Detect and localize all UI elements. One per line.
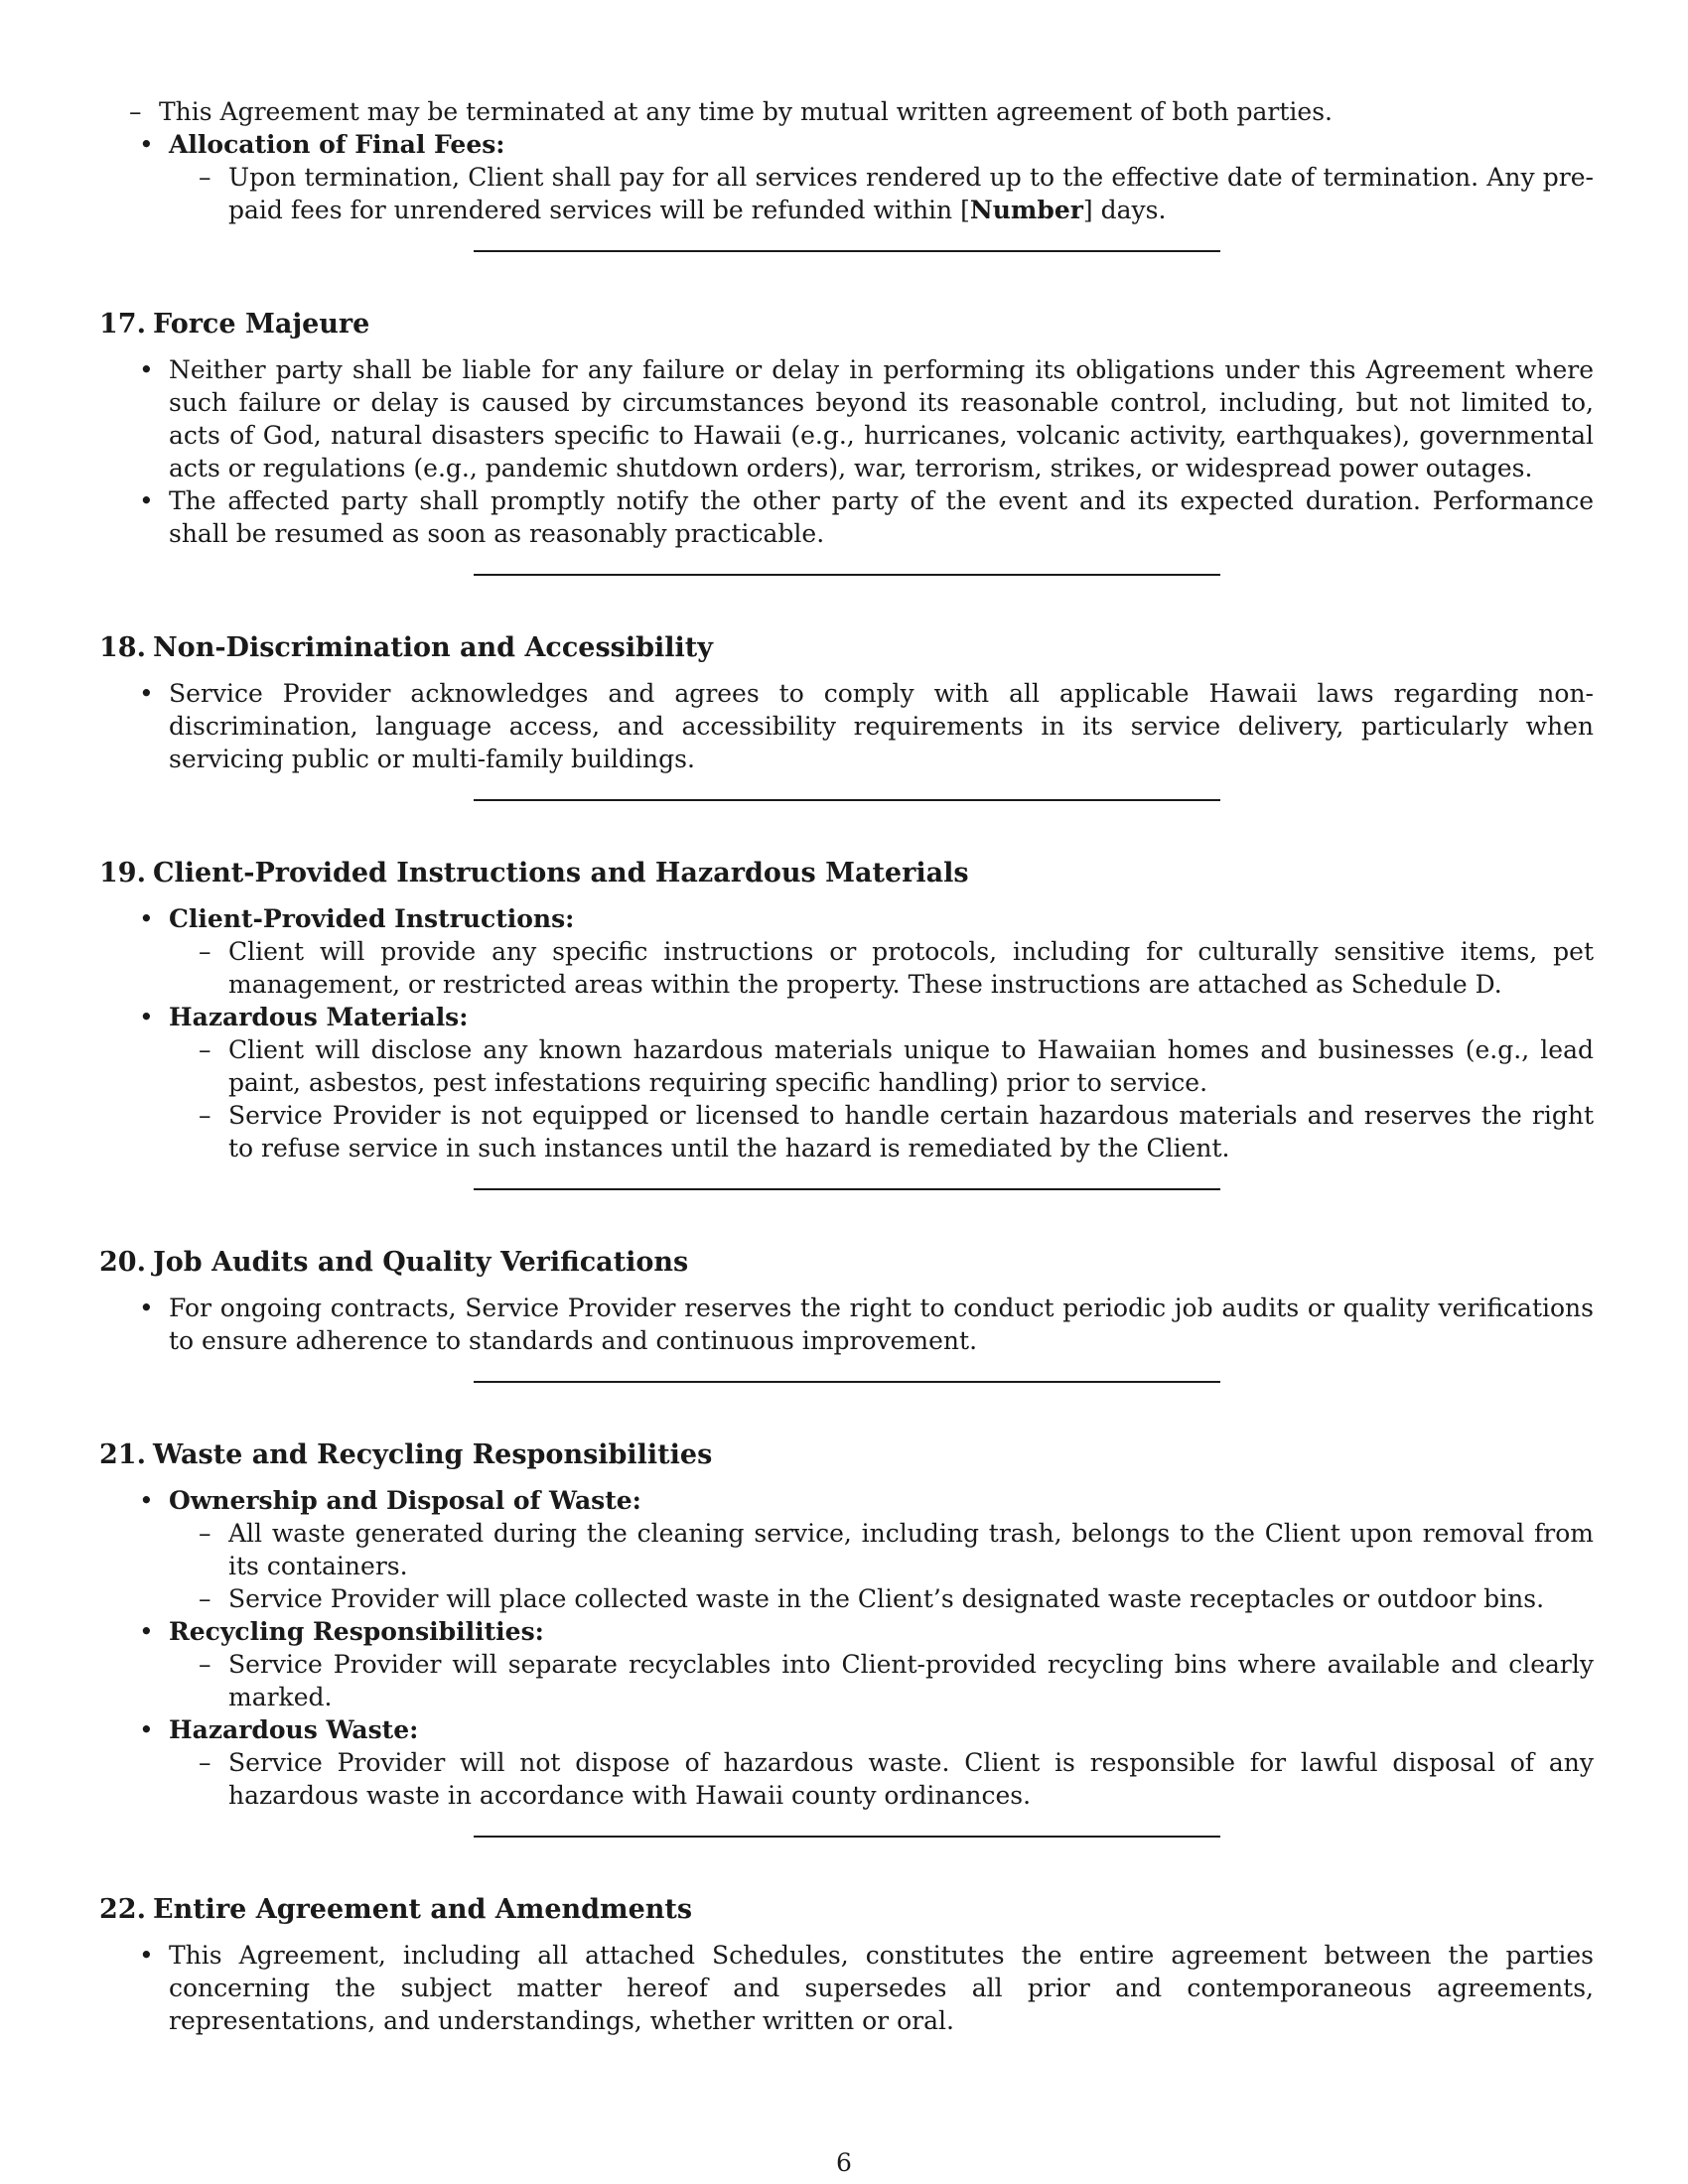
sub-list bbox=[169, 1648, 1594, 1713]
list-item bbox=[99, 1001, 1594, 1164]
list-item: – Service Provider will place collected waste in the Client’s designated waste receptacles or outdoor bins. bbox=[169, 1582, 1594, 1615]
section-20-items bbox=[99, 1292, 1594, 1357]
list-item: • Service Provider acknowledges and agrees to comply with all applicable Hawaii laws regarding non-discrimination, language access, and accessibility requirements in its service delivery, particularly when servicing public or multi-family buildings. bbox=[99, 677, 1594, 775]
sub-list bbox=[169, 1517, 1594, 1615]
list-item: – Service Provider will separate recyclables into Client-provided recycling bins where available and clearly marked. bbox=[169, 1648, 1594, 1713]
group-label: Ownership and Disposal of Waste: bbox=[169, 1486, 641, 1515]
list-item: • This Agreement, including all attached Schedules, constitutes the entire agreement between the parties concerning the subject matter hereof and supersedes all prior and contemporaneous agreements, representations, and understandings, whether written or oral. bbox=[99, 1939, 1594, 2037]
list-item: – Client will provide any specific instructions or protocols, including for culturally sensitive items, pet management, or restricted areas within the property. These instructions are attached as Schedule D. bbox=[169, 935, 1594, 1001]
final-fees-subitems bbox=[169, 161, 1594, 226]
list-item bbox=[99, 902, 1594, 1001]
section-heading-20: 20. Job Audits and Quality Verifications bbox=[99, 1247, 689, 1278]
list-item: – Service Provider will not dispose of hazardous waste. Client is responsible for lawful disposal of any hazardous waste in accordance with Hawaii county ordinances. bbox=[169, 1746, 1594, 1812]
group-label: Client-Provided Instructions: bbox=[169, 904, 575, 933]
list-item: • Neither party shall be liable for any failure or delay in performing its obligations under this Agreement where such failure or delay is caused by circumstances beyond its reasonable control, including, but not limited to, acts of God, natural disasters specific to Hawaii (e.g., hurricanes, volcanic activity, earthquakes), governmental acts or regulations (e.g., pandemic shutdown orders), war, terrorism, strikes, or widespread power outages. bbox=[99, 353, 1594, 484]
section-heading-18: 18. Non-Discrimination and Accessibility bbox=[99, 632, 713, 663]
sub-list bbox=[169, 935, 1594, 1001]
section-heading-22: 22. Entire Agreement and Amendments bbox=[99, 1894, 693, 1925]
list-item: – Client will disclose any known hazardous materials unique to Hawaiian homes and businesses (e.g., lead paint, asbestos, pest infestations requiring specific handling) prior to service. bbox=[169, 1033, 1594, 1099]
section-heading-17: 17. Force Majeure bbox=[99, 309, 370, 340]
number-placeholder: Number bbox=[969, 196, 1083, 224]
group-label: Hazardous Materials: bbox=[169, 1003, 469, 1031]
sub-list bbox=[169, 1746, 1594, 1812]
sub-list bbox=[169, 1033, 1594, 1164]
group-label: Recycling Responsibilities: bbox=[169, 1617, 544, 1646]
document-page bbox=[99, 95, 1594, 2037]
list-item bbox=[99, 1713, 1594, 1812]
final-fees-label: Allocation of Final Fees: bbox=[169, 130, 505, 159]
section-21-items bbox=[99, 1484, 1594, 1812]
list-item: – Upon termination, Client shall pay for all services rendered up to the effective date of termination. Any pre-paid fees for unrendered services will be refunded within [Number] days. bbox=[169, 161, 1594, 226]
list-item bbox=[99, 1615, 1594, 1713]
section-17-items bbox=[99, 353, 1594, 550]
list-item: • The affected party shall promptly notify the other party of the event and its expected duration. Performance shall be resumed as soon as reasonably practicable. bbox=[99, 484, 1594, 550]
section-heading-19: 19. Client-Provided Instructions and Hazardous Materials bbox=[99, 858, 969, 888]
section-18-items bbox=[99, 677, 1594, 775]
list-item: – This Agreement may be terminated at any time by mutual written agreement of both parties. bbox=[99, 95, 1594, 128]
final-fees-list bbox=[99, 128, 1594, 226]
termination-subitems bbox=[99, 95, 1594, 128]
page-number: 6 bbox=[836, 2148, 852, 2177]
group-label: Hazardous Waste: bbox=[169, 1715, 419, 1744]
list-item: – All waste generated during the cleaning service, including trash, belongs to the Client upon removal from its containers. bbox=[169, 1517, 1594, 1582]
section-heading-21: 21. Waste and Recycling Responsibilities bbox=[99, 1439, 713, 1470]
list-item bbox=[99, 1484, 1594, 1615]
section-22-items bbox=[99, 1939, 1594, 2037]
section-19-items bbox=[99, 902, 1594, 1164]
list-item: – Service Provider is not equipped or licensed to handle certain hazardous materials and reserves the right to refuse service in such instances until the hazard is remediated by the Client. bbox=[169, 1099, 1594, 1164]
list-item: • For ongoing contracts, Service Provider reserves the right to conduct periodic job audits or quality verifications to ensure adherence to standards and continuous improvement. bbox=[99, 1292, 1594, 1357]
list-item bbox=[99, 128, 1594, 226]
